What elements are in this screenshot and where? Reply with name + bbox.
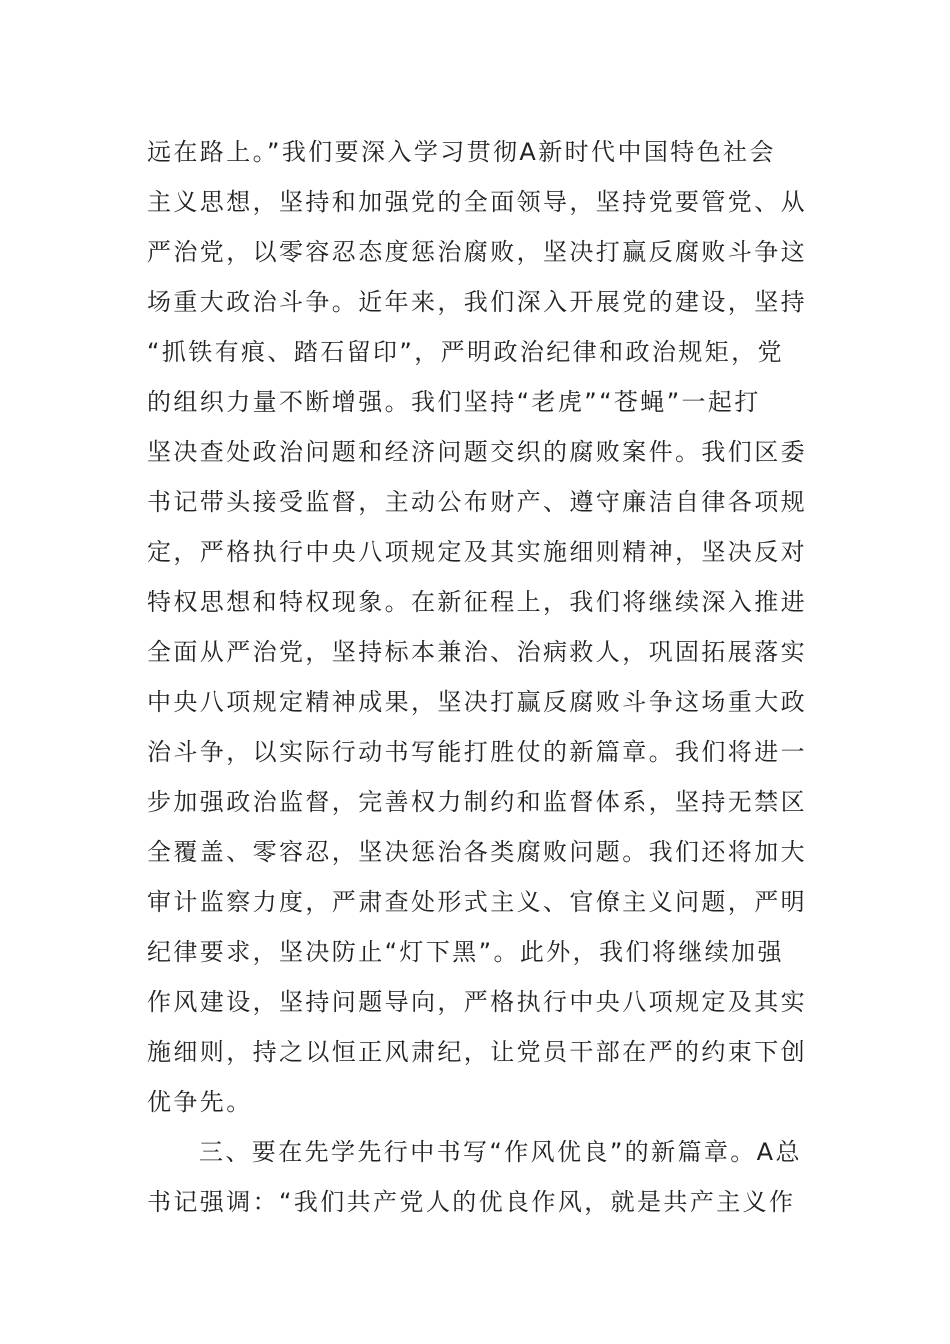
text-line: 场重大政治斗争。近年来，我们深入开展党的建设，坚持 [147, 288, 807, 316]
text-line: 书记带头接受监督，主动公布财产、遵守廉洁自律各项规 [147, 488, 807, 516]
text-line: 全覆盖、零容忍，坚决惩治各类腐败问题。我们还将加大 [147, 838, 807, 866]
text-line: 主义思想，坚持和加强党的全面领导，坚持党要管党、从 [147, 188, 807, 216]
text-line: 全面从严治党，坚持标本兼治、治病救人，巩固拓展落实 [147, 638, 807, 666]
text-line: 作风建设，坚持问题导向，严格执行中央八项规定及其实 [147, 988, 807, 1016]
text-line: 步加强政治监督，完善权力制约和监督体系，坚持无禁区 [147, 788, 807, 816]
text-line: 远在路上。”我们要深入学习贯彻A新时代中国特色社会 [147, 138, 776, 166]
text-line: “抓铁有痕、踏石留印”，严明政治纪律和政治规矩，党 [147, 338, 784, 366]
document-body [147, 127, 817, 1227]
text-line: 治斗争，以实际行动书写能打胜仗的新篇章。我们将进一 [147, 738, 807, 766]
section-heading-line: 三、要在先学先行中书写“作风优良”的新篇章。A总 [199, 1138, 802, 1166]
text-line: 坚决查处政治问题和经济问题交织的腐败案件。我们区委 [147, 438, 807, 466]
text-line: 施细则，持之以恒正风肃纪，让党员干部在严的约束下创 [147, 1038, 807, 1066]
text-line: 优争先。 [147, 1088, 253, 1116]
paragraph-section-three [147, 1127, 817, 1227]
text-line: 审计监察力度，严肃查处形式主义、官僚主义问题，严明 [147, 888, 807, 916]
text-line: 定，严格执行中央八项规定及其实施细则精神，坚决反对 [147, 538, 807, 566]
text-line: 书记强调：“我们共产党人的优良作风，就是共产主义作 [147, 1188, 796, 1216]
text-line: 的组织力量不断增强。我们坚持“老虎”“苍蝇”一起打 [147, 388, 761, 416]
text-line: 特权思想和特权现象。在新征程上，我们将继续深入推进 [147, 588, 807, 616]
text-line: 纪律要求，坚决防止“灯下黑”。此外，我们将继续加强 [147, 938, 784, 966]
paragraph-continued [147, 127, 817, 1127]
text-line: 中央八项规定精神成果，坚决打赢反腐败斗争这场重大政 [147, 688, 807, 716]
text-line: 严治党，以零容忍态度惩治腐败，坚决打赢反腐败斗争这 [147, 238, 807, 266]
